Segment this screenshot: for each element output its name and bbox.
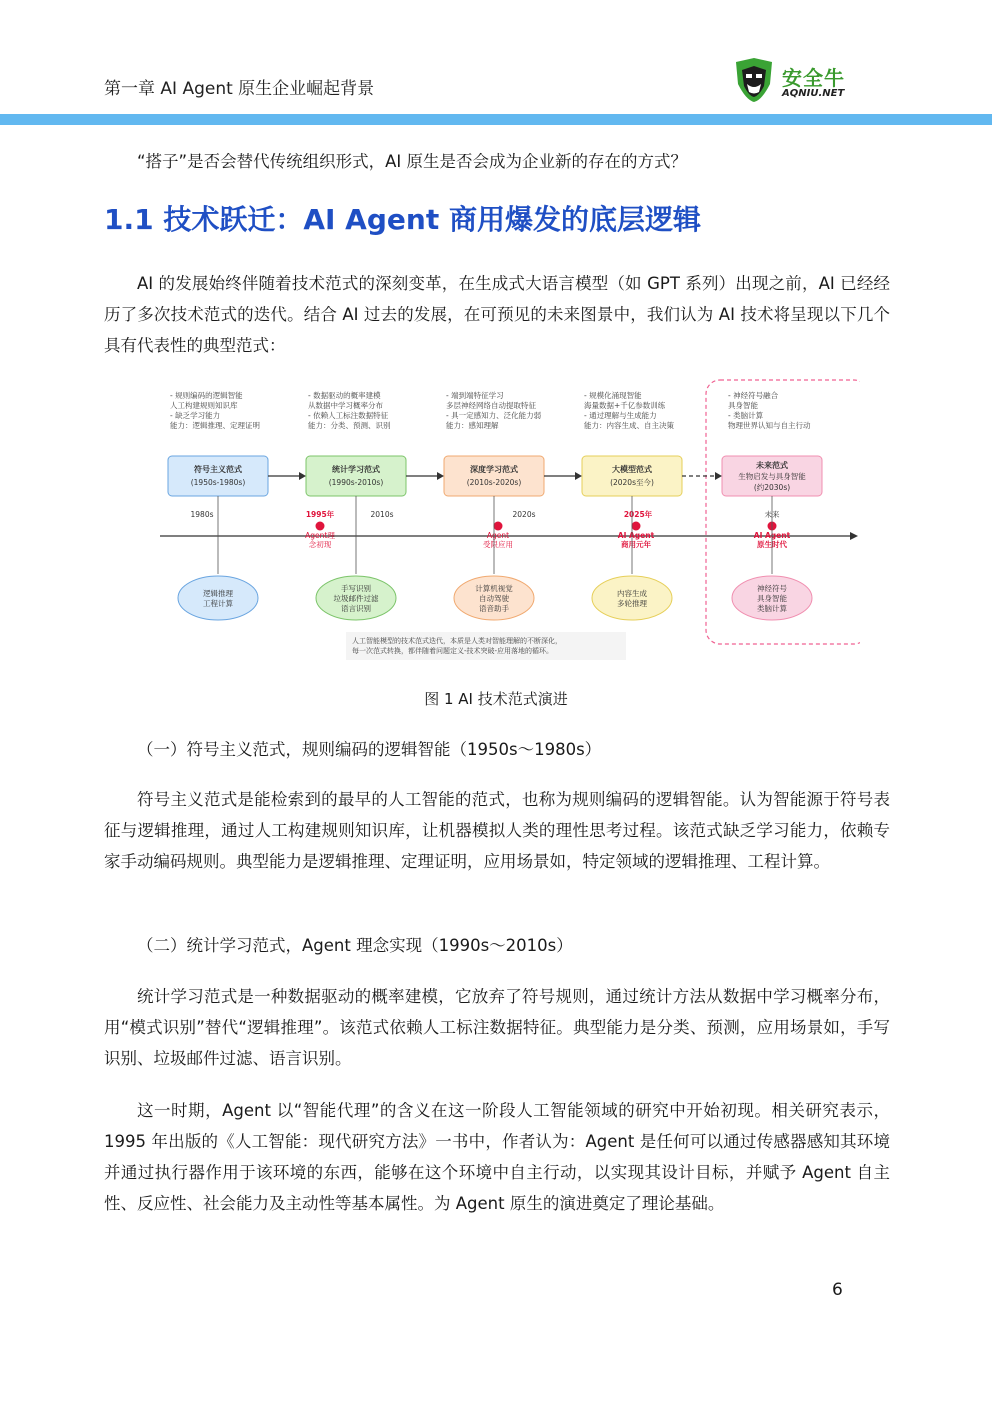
arrow-head [299, 472, 306, 480]
paragraph-2: 符号主义范式是能检索到的最早的人工智能的范式，也称为规则编码的逻辑智能。认为智能源于符号表征与逻辑推理，通过人工构建规则知识库，让机器模拟人类的理性思考过程。该范式缺乏学习能力，依赖专家手动编码规则。典型能力是逻辑推理、定理证明，应用场景如，特定领域的逻辑推理、工程计算。 [104, 790, 890, 871]
capability-ellipse [592, 576, 672, 620]
note-text: 能力：逻辑推理、定理证明 [170, 421, 260, 430]
paradigm-sub: 生物启发与具身智能 [738, 472, 806, 481]
paragraph-4: 这一时期，Agent 以“智能代理”的含义在这一阶段人工智能领域的研究中开始初现。相关研究表示，1995 年出版的《人工智能：现代研究方法》一书中，作者认为：Agent 是任何可以通过传感器感知其环境并通过执行器作用于该环境的东西，能够在这个环境中自主行动，以实现其设计目标，并赋予 Agent 自主性、反应性、社会能力及主动性等基本属性。为 Agent 原生的演进奠定了理论基础。 [104, 1101, 890, 1213]
note-text: 海量数据+千亿参数训练 [584, 401, 666, 410]
timeline-tick: 1995年 [305, 510, 335, 519]
capability-text: 自动驾驶 [479, 594, 509, 603]
milestone-label: 念初现 [308, 540, 332, 549]
paradigm-period: (1950s-1980s) [190, 478, 246, 487]
arrow-head [715, 472, 722, 480]
logo [732, 56, 892, 106]
page-number: 6 [832, 1280, 843, 1300]
milestone-label: 商用元年 [621, 540, 651, 549]
milestone-dot [632, 522, 641, 531]
note-text: 多层神经网络自动提取特征 [446, 401, 536, 410]
capability-text: 工程计算 [203, 599, 233, 608]
note-text: 物理世界认知与自主行动 [728, 421, 811, 430]
logo-text: 安全牛 [782, 66, 845, 90]
paradigm-period: (2020s至今) [610, 478, 654, 487]
footnote-text: 人工智能模型的技术范式迭代，本质是人类对智能理解的不断深化， [352, 637, 562, 645]
section-heading: 1.1 技术跃迁：AI Agent 商用爆发的底层逻辑 [104, 203, 701, 236]
subheading-1: （一）符号主义范式，规则编码的逻辑智能（1950s～1980s） [137, 740, 602, 759]
milestone-label: Agent [486, 531, 510, 540]
paradigm-period: (2010s-2020s) [466, 478, 522, 487]
logo-subtext: AQNIU.NET [782, 88, 845, 99]
timeline-tick: 1980s [190, 510, 214, 519]
paradigm-name: 未来范式 [756, 461, 788, 470]
note-text: - 通过理解与生成能力 [584, 411, 657, 420]
paragraph-1: AI 的发展始终伴随着技术范式的深刻变革，在生成式大语言模型（如 GPT 系列）出现之前，AI 已经经历了多次技术范式的迭代。结合 AI 过去的发展，在可预见的未来图景中，我们认为 AI 技术将呈现以下几个具有代表性的典型范式： [104, 274, 890, 355]
timeline-tick: 2010s [370, 510, 394, 519]
capability-text: 计算机视觉 [475, 584, 513, 593]
note-text: - 神经符号融合 [728, 391, 779, 400]
note-text: 从数据中学习概率分布 [308, 401, 383, 410]
capability-text: 具身智能 [757, 594, 787, 603]
paradigm-name: 深度学习范式 [470, 465, 518, 474]
capability-text: 内容生成 [617, 589, 647, 598]
milestone-dot [494, 522, 503, 531]
note-text: - 规模化涌现智能 [584, 391, 642, 400]
timeline-tick: 2020s [512, 510, 536, 519]
header-bar [0, 114, 992, 125]
logo-mascot-icon [732, 56, 776, 104]
note-text: 能力：内容生成、自主决策 [584, 421, 674, 430]
note-text: 人工构建规则知识库 [170, 401, 238, 410]
paradigm-evolution-figure [160, 376, 860, 666]
note-text: 能力：分类、预测、识别 [308, 421, 391, 430]
paradigm-box [306, 456, 406, 496]
paradigm-name: 统计学习范式 [332, 465, 380, 474]
paragraph-3: 统计学习范式是一种数据驱动的概率建模，它放弃了符号规则，通过统计方法从数据中学习概率分布，用“模式识别”替代“逻辑推理”。该范式依赖人工标注数据特征。典型能力是分类、预测，应用场景如，手写识别、垃圾邮件过滤、语言识别。 [104, 987, 890, 1068]
capability-text: 垃圾邮件过滤 [333, 594, 379, 603]
paradigm-period: (1990s-2010s) [328, 478, 384, 487]
capability-text: 神经符号 [757, 584, 787, 593]
capability-text: 语言识别 [341, 604, 371, 613]
footnote-text: 每一次范式转换，都伴随着问题定义-技术突破-应用落地的循环。 [352, 647, 554, 655]
figure-caption: 图 1 AI 技术范式演进 [424, 690, 568, 708]
paradigm-name: 符号主义范式 [194, 465, 242, 474]
paradigm-box [168, 456, 268, 496]
milestone-label: 受限应用 [483, 540, 513, 549]
note-text: - 端到端特征学习 [446, 391, 504, 400]
note-text: - 缺乏学习能力 [170, 411, 221, 420]
capability-ellipse [178, 576, 258, 620]
intro-line: “搭子”是否会替代传统组织形式，AI 原生是否会成为企业新的存在的方式？ [137, 152, 687, 171]
note-text: - 类脑计算 [728, 411, 764, 420]
milestone-dot [316, 522, 325, 531]
milestone-label: 原生时代 [757, 540, 787, 549]
subheading-2: （二）统计学习范式，Agent 理念实现（1990s～2010s） [137, 936, 573, 955]
note-text: - 规则编码的逻辑智能 [170, 391, 243, 400]
capability-text: 语音助手 [479, 604, 509, 613]
capability-text: 逻辑推理 [203, 589, 233, 598]
milestone-label: AI Agent [617, 531, 655, 540]
note-text: - 依赖人工标注数据特征 [308, 411, 389, 420]
paradigm-box [444, 456, 544, 496]
note-text: 具身智能 [728, 401, 758, 410]
timeline-arrow-head [850, 532, 858, 540]
arrow-head [437, 472, 444, 480]
milestone-label: Agent理 [305, 531, 335, 540]
milestone-label: AI Agent [753, 531, 791, 540]
timeline-tick: 2025年 [623, 510, 653, 519]
note-text: - 数据驱动的概率建模 [308, 391, 381, 400]
arrow-head [575, 472, 582, 480]
note-text: 能力：感知理解 [446, 421, 499, 430]
paradigm-box [582, 456, 682, 496]
capability-text: 类脑计算 [757, 604, 787, 613]
note-text: - 具一定感知力、泛化能力弱 [446, 411, 542, 420]
chapter-title: 第一章 AI Agent 原生企业崛起背景 [104, 79, 375, 99]
capability-text: 手写识别 [341, 584, 371, 593]
paradigm-period: (约2030s) [753, 483, 791, 492]
timeline-tick: 未来 [764, 510, 780, 519]
paradigm-name: 大模型范式 [612, 465, 652, 474]
capability-text: 多轮推理 [617, 599, 647, 608]
